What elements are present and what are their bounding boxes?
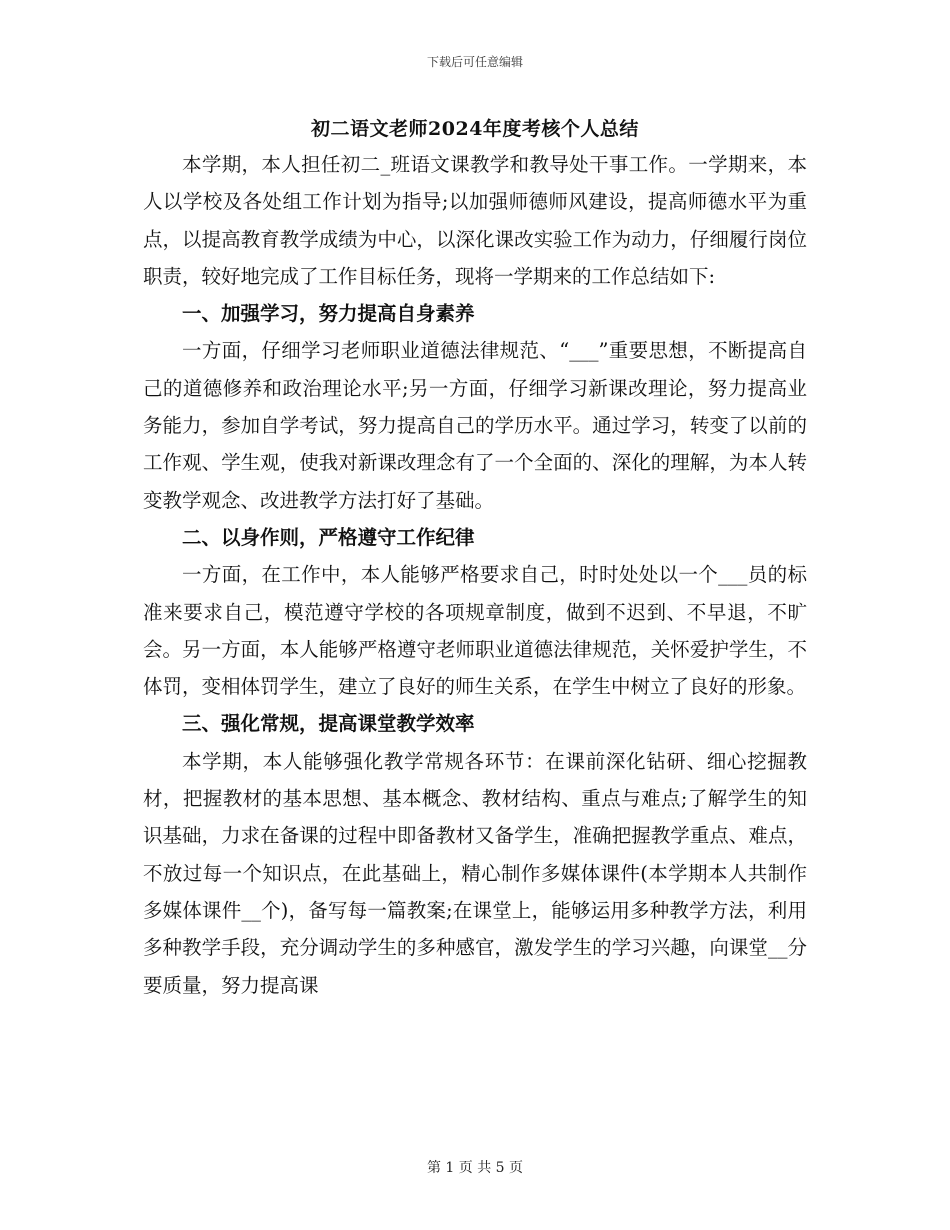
page-header: 下载后可任意编辑	[426, 55, 523, 69]
intro-paragraph: 本学期，本人担任初二_班语文课教学和教导处干事工作。一学期来，本人以学校及各处组工作计划为指导;以加强师德师风建设，提高师德水平为重点，以提高教育教学成绩为中心，以深化课改实验工作为动力，仔细履行岗位职责，较好地完成了工作目标任务，现将一学期来的工作总结如下:	[143, 153, 807, 288]
document-title: 初二语文老师2024年度考核个人总结	[311, 118, 639, 140]
section-paragraph-1: 一方面，仔细学习老师职业道德法律规范、“___”重要思想，不断提高自己的道德修养和政治理论水平;另一方面，仔细学习新课改理论，努力提高业务能力，参加自学考试，努力提高自己的学历水平。通过学习，转变了以前的工作观、学生观，使我对新课改理念有了一个全面的、深化的理解，为本人转变教学观念、改进教学方法打好了基础。	[143, 339, 807, 512]
section-heading-1: 一、加强学习，努力提高自身素养	[182, 302, 475, 326]
section-heading-3: 三、强化常规，提高课堂教学效率	[182, 712, 475, 736]
page-footer: 第 1 页 共 5 页	[426, 1160, 524, 1176]
document-body	[143, 146, 807, 1004]
section-heading-2: 二、以身作则，严格遵守工作纪律	[182, 525, 475, 549]
section-paragraph-3: 本学期，本人能够强化教学常规各环节：在课前深化钻研、细心挖掘教材，把握教材的基本思想、基本概念、教材结构、重点与难点;了解学生的知识基础，力求在备课的过程中即备教材又备学生，准确把握教学重点、难点，不放过每一个知识点，在此基础上，精心制作多媒体课件(本学期本人共制作多媒体课件__个)，备写每一篇教案;在课堂上，能够运用多种教学方法，利用多种教学手段，充分调动学生的多种感官，激发学生的学习兴趣，向课堂__分要质量，努力提高课	[143, 749, 807, 997]
section-paragraph-2: 一方面，在工作中，本人能够严格要求自己，时时处处以一个___员的标准来要求自己，模范遵守学校的各项规章制度，做到不迟到、不早退，不旷会。另一方面，本人能够严格遵守老师职业道德法律规范，关怀爱护学生，不体罚，变相体罚学生，建立了良好的师生关系，在学生中树立了良好的形象。	[143, 563, 807, 699]
